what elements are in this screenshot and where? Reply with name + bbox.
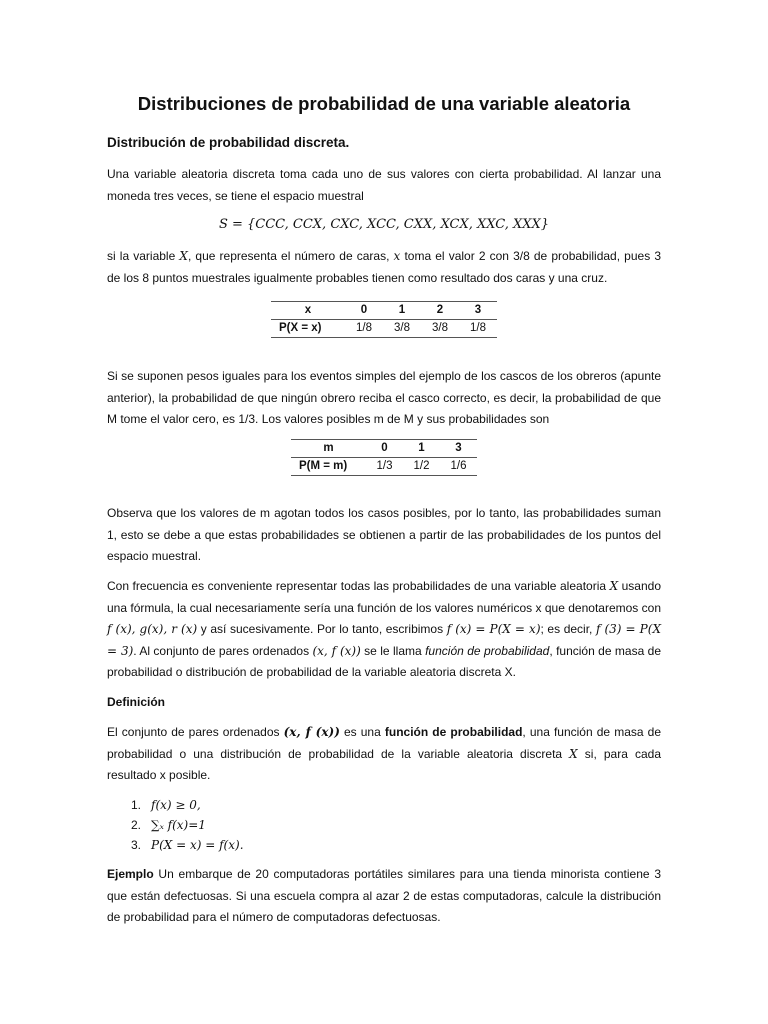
table-row [271, 320, 497, 338]
definition-paragraph: El conjunto de pares ordenados (x, f (x)) es una función de probabilidad, una función de masa de probabilidad o una distribución de probabilidad de la variable aleatoria discreta X si, para cada resultado x posible. [107, 725, 661, 782]
table-header-cell: 0 [366, 440, 403, 458]
probability-table-x [271, 301, 497, 338]
table-header-cell: 2 [421, 302, 459, 320]
sample-space-equation: S = {CCC, CCX, CXC, XCC, CXX, XCX, XXC, XXX} [218, 217, 550, 232]
table-header-row [291, 440, 477, 458]
table-header-cell: x [271, 302, 345, 320]
list-item: 2. ∑ₓ f(x)=1 [130, 818, 206, 832]
table-header-cell: 1 [383, 302, 421, 320]
table-header-row [271, 302, 497, 320]
section-heading: Distribución de probabilidad discreta. [107, 135, 350, 150]
example-paragraph: Ejemplo Un embarque de 20 computadoras portátiles similares para una tienda minorista contiene 3 que están defectuosas. Si una escuela compra al azar 2 de estas computadoras, calcule la distribución de probabilidad para el número de computadoras defectuosas. [107, 867, 661, 924]
table-header-cell: m [291, 440, 366, 458]
table-row [291, 458, 477, 476]
page-title: Distribuciones de probabilidad de una variable aleatoria [137, 93, 631, 114]
definition-heading: Definición [107, 695, 166, 709]
table-header-cell: 3 [440, 440, 477, 458]
table-header-cell: 3 [459, 302, 497, 320]
conditions-list [107, 795, 244, 855]
table-header-cell: 0 [345, 302, 383, 320]
list-item: 3. P(X = x) = f(x). [130, 838, 244, 852]
table-header-cell: 1 [403, 440, 440, 458]
table-cell: 3/8 [383, 320, 421, 338]
list-item: 1. f(x) ≥ 0, [130, 798, 201, 812]
table-cell: 1/2 [403, 458, 440, 476]
table-row-label: P(M = m) [291, 458, 366, 476]
table-cell: 1/8 [345, 320, 383, 338]
function-paragraph: Con frecuencia es conveniente representar todas las probabilidades de una variable aleatoria X usando una fórmula, la cual necesariamente sería una función de los valores numéricos x que denotaremos con f (x), g(x), r (x) y así sucesivamente. Por lo tanto, escribimos f (x) = P(X = x); es decir, f (3) = P(X = 3). Al conjunto de pares ordenados (x, f (x)) se le llama función de probabilidad, función de masa de probabilidad o distribución de probabilidad de la variable aleatoria discreta X. [107, 579, 662, 679]
table-cell: 1/8 [459, 320, 497, 338]
table-cell: 1/3 [366, 458, 403, 476]
intro-paragraph: Una variable aleatoria discreta toma cada uno de sus valores con cierta probabilidad. Al lanzar una moneda tres veces, se tiene el espacio muestral [107, 167, 661, 203]
table-cell: 1/6 [440, 458, 477, 476]
table-cell: 3/8 [421, 320, 459, 338]
helmets-paragraph: Si se suponen pesos iguales para los eventos simples del ejemplo de los cascos de los obreros (apunte anterior), la probabilidad de que ningún obrero reciba el casco correcto, es decir, la probabilidad de que M tome el valor cero, es 1/3. Los valores posibles m de M y sus probabilidades son [107, 369, 661, 426]
variable-paragraph: si la variable X, que representa el número de caras, x toma el valor 2 con 3/8 de probabilidad, pues 3 de los 8 puntos muestrales igualmente probables tienen como resultado dos caras y una cruz. [107, 249, 661, 285]
probability-table-m [291, 439, 477, 476]
table-row-label: P(X = x) [271, 320, 345, 338]
sum-paragraph: Observa que los valores de m agotan todos los casos posibles, por lo tanto, las probabilidades suman 1, esto se debe a que estas probabilidades se obtienen a partir de las probabilidades de los puntos del espacio muestral. [107, 506, 661, 563]
